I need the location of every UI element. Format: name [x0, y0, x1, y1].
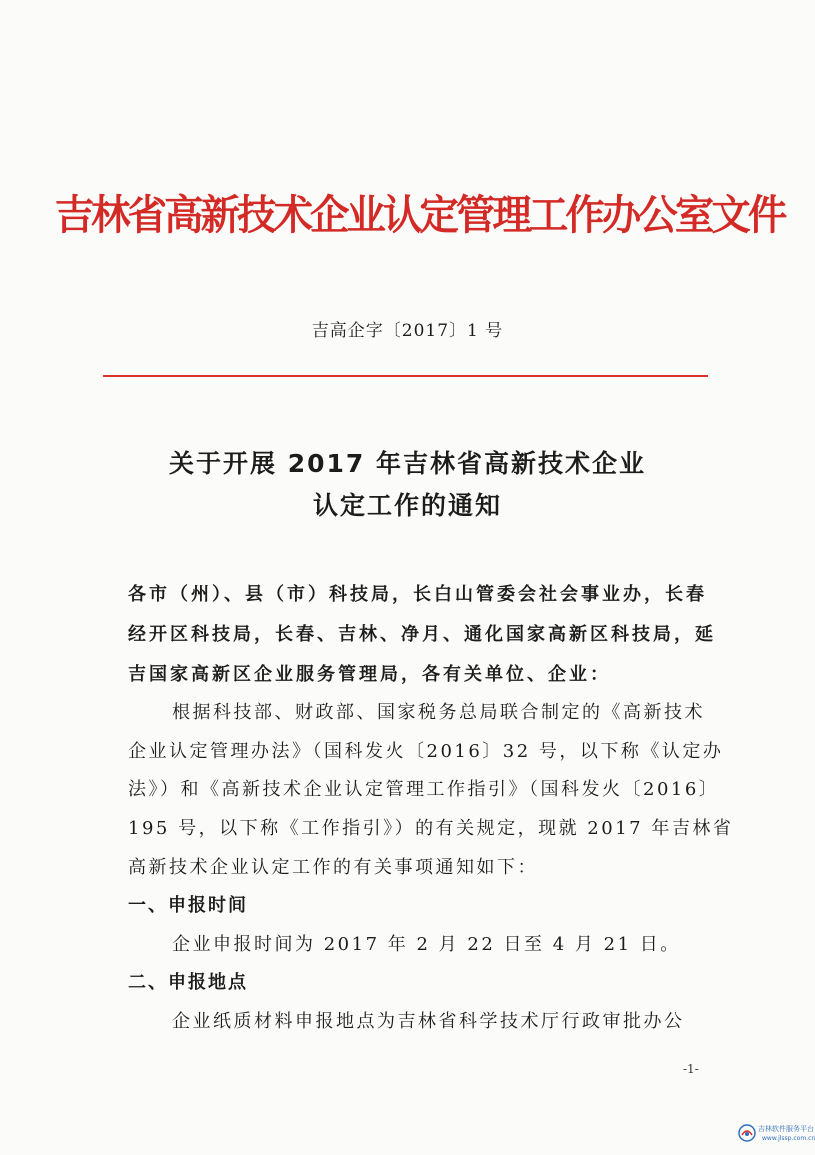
intro-line-1: 根据科技部、财政部、国家税务总局联合制定的《高新技术	[172, 702, 705, 723]
addressee-line-2: 经开区科技局，长春、吉林、净月、通化国家高新区科技局，延	[128, 624, 716, 645]
watermark-text: 吉林软件服务平台	[758, 1125, 814, 1133]
document-number: 吉高企字〔2017〕1 号	[311, 321, 504, 341]
addressee-line-1: 各市（州）、县（市）科技局，长白山管委会社会事业办，长春	[128, 584, 707, 605]
notice-title-line-2: 认定工作的通知	[312, 491, 502, 520]
site-watermark	[738, 1120, 815, 1150]
red-divider	[103, 375, 708, 377]
page-number: -1-	[683, 1062, 699, 1076]
notice-title-line-1: 关于开展 2017 年吉林省高新技术企业	[169, 449, 646, 478]
watermark-url: www.jlssp.com.cn	[762, 1135, 815, 1142]
issuer-header: 吉林省高新技术企业认定管理工作办公室文件	[54, 191, 785, 239]
addressee-line-3: 吉国家高新区企业服务管理局，各有关单位、企业：	[128, 664, 611, 685]
watermark-logo-icon	[738, 1124, 756, 1142]
section-text-1: 企业申报时间为 2017 年 2 月 22 日至 4 月 21 日。	[172, 934, 681, 955]
section-heading-2: 二、申报地点	[128, 972, 248, 993]
intro-line-5: 高新技术企业认定工作的有关事项通知如下：	[128, 857, 538, 878]
section-heading-1: 一、申报时间	[128, 895, 248, 916]
intro-line-3: 法》）和《高新技术企业认定管理工作指引》（国科发火〔2016〕	[128, 779, 720, 800]
intro-line-2: 企业认定管理办法》（国科发火〔2016〕32 号，以下称《认定办	[128, 741, 724, 762]
section-text-2: 企业纸质材料申报地点为吉林省科学技术厅行政审批办公	[172, 1011, 685, 1032]
intro-line-4: 195 号，以下称《工作指引》）的有关规定，现就 2017 年吉林省	[128, 818, 734, 839]
